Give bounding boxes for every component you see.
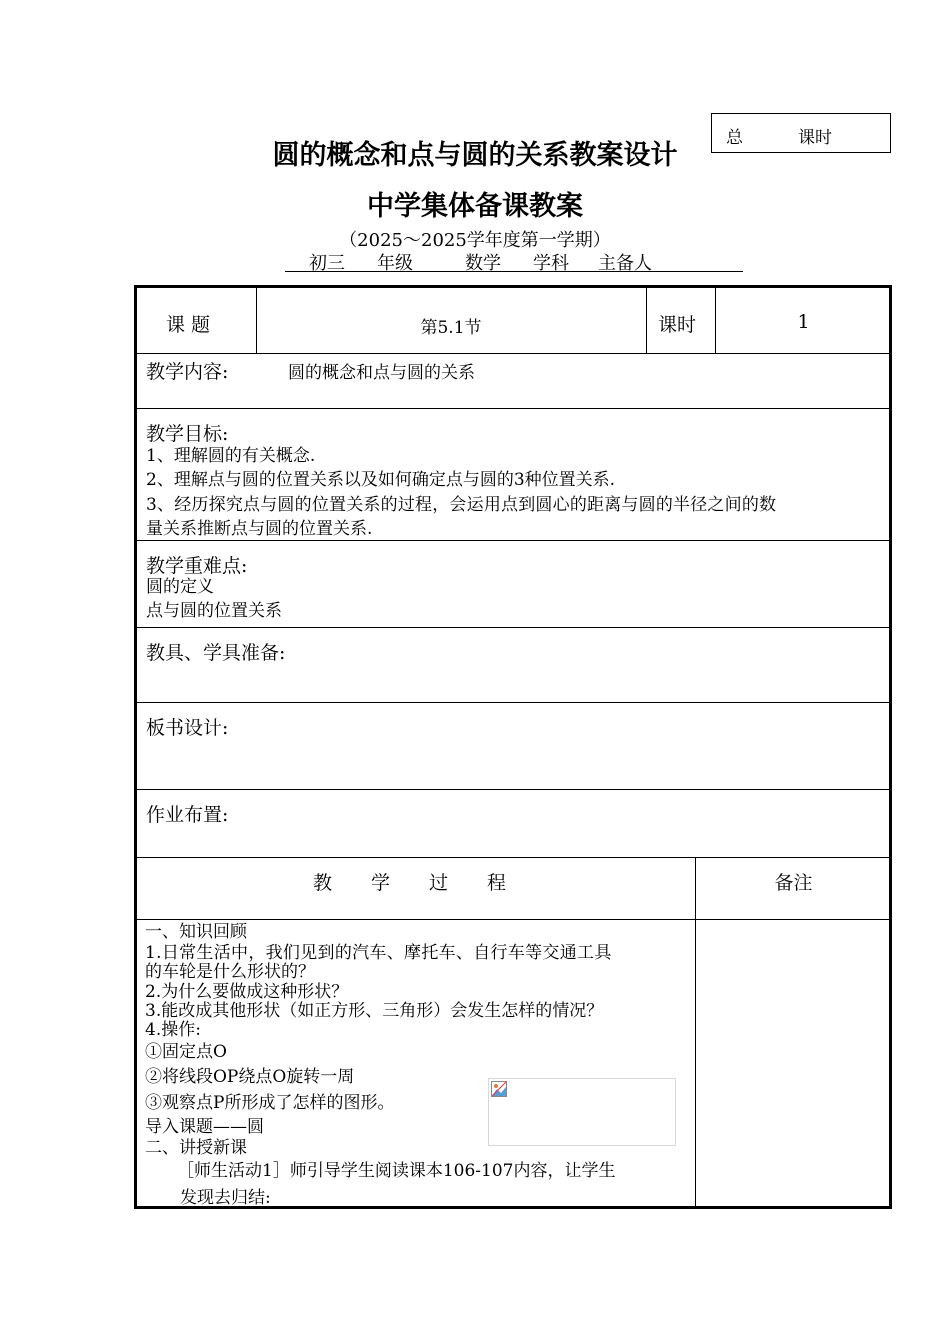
key-point-item: 圆的定义: [146, 577, 214, 597]
process-line: 导入课题——圆: [145, 1117, 264, 1137]
col-divider: [695, 857, 696, 1209]
preparer-label: 主备人: [598, 253, 652, 274]
hours-label: 课时: [658, 314, 697, 336]
topic-value: 第5.1节: [420, 318, 482, 338]
process-line: 的车轮是什么形状的？: [145, 962, 315, 982]
subject-label: 学科: [533, 253, 569, 274]
process-line: ［师生活动1］师引导学生阅读课本106-107内容，让学生: [177, 1161, 616, 1181]
topic-label: 课 题: [166, 314, 211, 336]
notes-header: 备注: [774, 872, 813, 894]
row-divider: [134, 627, 892, 628]
row-divider: [134, 789, 892, 790]
row-divider: [134, 353, 892, 354]
row-divider: [134, 919, 892, 920]
homework-label: 作业布置:: [146, 804, 229, 826]
board-label: 板书设计:: [146, 717, 229, 739]
process-line: ③观察点P所形成了怎样的图形。: [145, 1093, 395, 1113]
term-line: （2025～2025学年度第一学期）: [339, 230, 611, 251]
key-point-item: 点与圆的位置关系: [146, 601, 282, 621]
document-title: 圆的概念和点与圆的关系教案设计: [272, 140, 678, 171]
content-value: 圆的概念和点与圆的关系: [288, 363, 475, 383]
document-subtitle: 中学集体备课教案: [367, 191, 583, 222]
process-line: 3.能改成其他形状（如正方形、三角形）会发生怎样的情况？: [145, 1001, 604, 1021]
process-line: 2.为什么要做成这种形状？: [145, 982, 349, 1002]
total-label: 总: [726, 128, 743, 148]
broken-image-icon: [491, 1081, 507, 1097]
goal-item: 1、理解圆的有关概念.: [146, 446, 316, 466]
goal-item: 2、理解点与圆的位置关系以及如何确定点与圆的3种位置关系.: [146, 470, 616, 490]
row-divider: [134, 702, 892, 703]
hours-unit-label: 课时: [798, 128, 832, 148]
info-line: [285, 249, 743, 272]
process-line: 发现去归结:: [180, 1188, 271, 1208]
process-line: 4.操作:: [145, 1020, 201, 1040]
process-line: ①固定点O: [145, 1042, 227, 1062]
goal-item: 3、经历探究点与圆的位置关系的过程，会运用点到圆心的距离与圆的半径之间的数: [146, 495, 777, 515]
process-line: ②将线段OP绕点O旋转一周: [145, 1067, 355, 1087]
process-line: 二、讲授新课: [145, 1138, 247, 1158]
content-label: 教学内容:: [146, 361, 229, 383]
goal-item: 量关系推断点与圆的位置关系.: [146, 519, 373, 539]
subject-value: 数学: [465, 253, 501, 274]
grade-label: 年级: [377, 253, 413, 274]
row-divider: [134, 408, 892, 409]
figure-placeholder: [488, 1078, 676, 1146]
col-divider: [646, 287, 647, 353]
process-line: 1.日常生活中，我们见到的汽车、摩托车、自行车等交通工具: [145, 943, 612, 963]
process-line: 一、知识回顾: [145, 922, 247, 942]
hours-value: 1: [797, 311, 810, 333]
goals-label: 教学目标:: [146, 423, 229, 445]
process-header: 教 学 过 程: [312, 872, 516, 894]
tools-label: 教具、学具准备:: [146, 642, 286, 664]
row-divider: [134, 857, 892, 858]
grade-value: 初三: [309, 253, 345, 274]
key-points-label: 教学重难点:: [146, 555, 248, 577]
